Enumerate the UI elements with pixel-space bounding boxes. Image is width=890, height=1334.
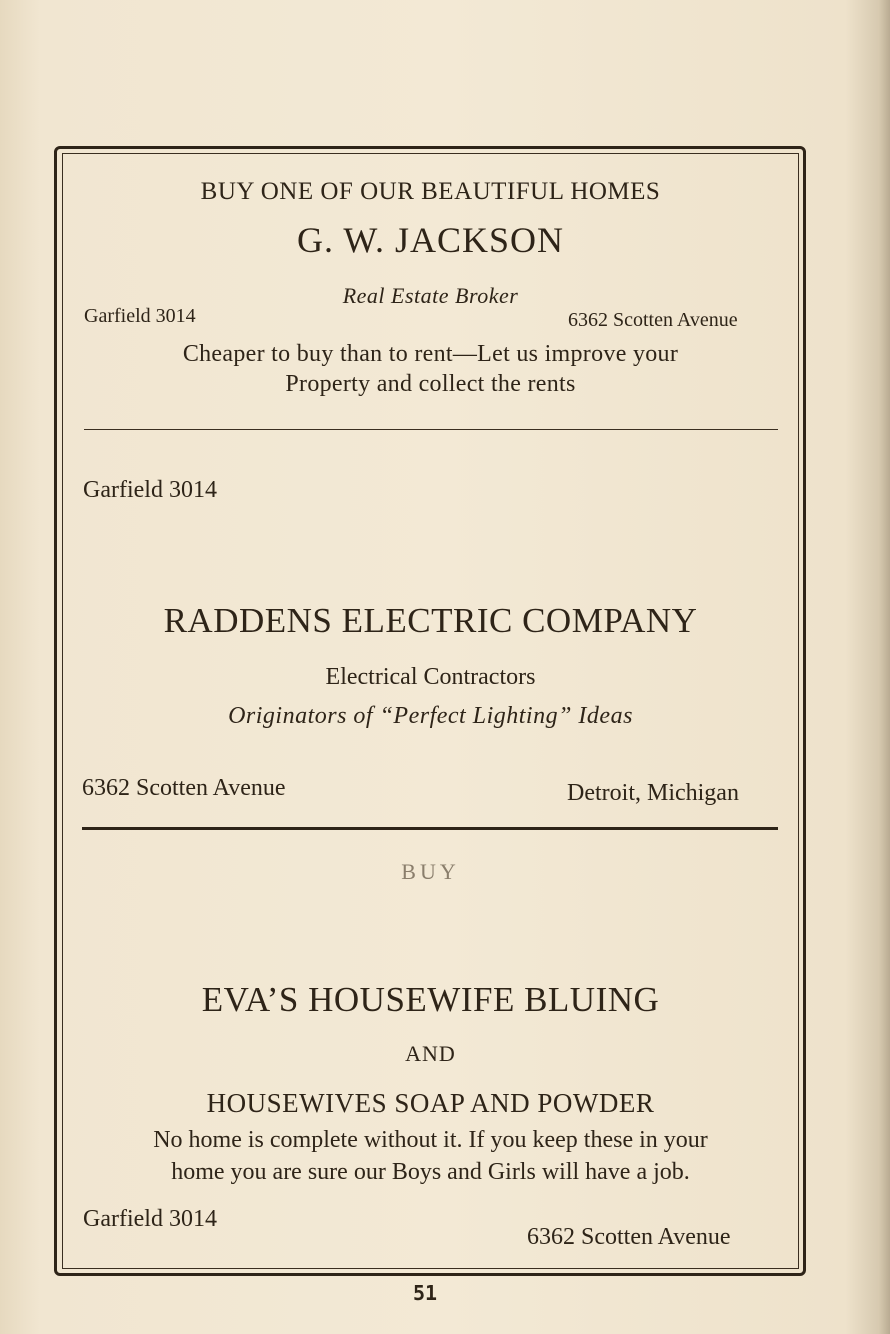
ad3-name: EVA’S HOUSEWIFE BLUING	[201, 980, 660, 1019]
ad3-body-line2: home you are sure our Boys and Girls will have a job.	[171, 1159, 690, 1185]
ad3-faint-word: BUY	[401, 859, 460, 884]
ad2-subtitle: Electrical Contractors	[325, 664, 536, 690]
page-number: 51	[412, 1281, 438, 1305]
ad3-phone: Garfield 3014	[83, 1206, 217, 1232]
ad1-name: G. W. JACKSON	[296, 220, 565, 260]
ad1-address: 6362 Scotten Avenue	[568, 309, 738, 331]
ad3-address: 6362 Scotten Avenue	[527, 1224, 731, 1250]
ad1-tagline-line2: Property and collect the rents	[285, 371, 576, 397]
divider-2	[82, 827, 778, 830]
divider-1	[84, 429, 778, 430]
ad3-product: HOUSEWIVES SOAP AND POWDER	[206, 1088, 655, 1118]
ad3-body-line1: No home is complete without it. If you keep these in your	[153, 1127, 708, 1153]
ad1-title: Real Estate Broker	[342, 283, 519, 308]
ad2-slogan: Originators of “Perfect Lighting” Ideas	[228, 703, 633, 729]
ad1-tagline-line1: Cheaper to buy than to rent—Let us improve your	[182, 341, 679, 367]
ad1-phone: Garfield 3014	[84, 305, 196, 327]
ad1-headline: BUY ONE OF OUR BEAUTIFUL HOMES	[200, 178, 661, 205]
ad2-address: 6362 Scotten Avenue	[82, 775, 286, 801]
ad2-phone: Garfield 3014	[83, 477, 217, 503]
book-spine	[878, 0, 890, 1334]
ad3-conjunction: AND	[405, 1041, 456, 1066]
ad2-name: RADDENS ELECTRIC COMPANY	[163, 601, 698, 640]
ad2-city: Detroit, Michigan	[567, 780, 739, 806]
